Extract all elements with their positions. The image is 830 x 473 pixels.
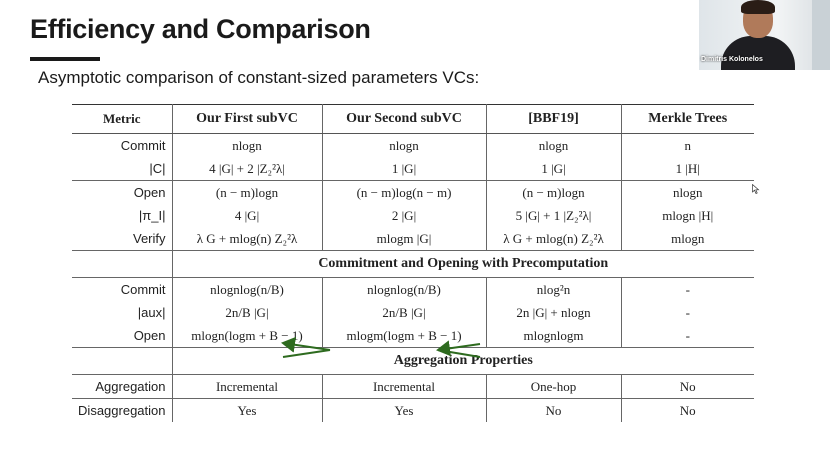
table-cell: Incremental xyxy=(172,375,322,399)
table-cell: nlogn xyxy=(322,134,486,158)
row-label: |C| xyxy=(72,157,172,181)
header-second-subvc: Our Second subVC xyxy=(322,105,486,134)
table-cell: nlogn xyxy=(621,181,754,205)
table-row xyxy=(72,181,754,205)
table-cell: 1 |G| xyxy=(486,157,621,181)
table-row xyxy=(72,204,754,227)
table-cell: mlogm |G| xyxy=(322,227,486,251)
participant-video-tile[interactable] xyxy=(699,0,830,70)
table-header-row xyxy=(72,105,754,134)
table-cell: 2 |G| xyxy=(322,204,486,227)
header-first-subvc: Our First subVC xyxy=(172,105,322,134)
table-cell: (n − m)log(n − m) xyxy=(322,181,486,205)
table-cell: Yes xyxy=(322,399,486,423)
section-blank-cell xyxy=(72,251,172,278)
row-label: Disaggregation xyxy=(72,399,172,423)
table-row xyxy=(72,399,754,423)
row-label: Open xyxy=(72,181,172,205)
table-row xyxy=(72,324,754,348)
table-cell: mlogn xyxy=(671,230,705,246)
table-cell: No xyxy=(621,399,754,423)
row-label: Open xyxy=(72,324,172,348)
table-row xyxy=(72,227,754,251)
table-cell: λ G + mlog(n) Z₂²λ xyxy=(172,227,322,251)
section-title-aggregation: Aggregation Properties xyxy=(172,348,754,375)
table-cell: 5 |G| + 1 |Z₂²λ| xyxy=(486,204,621,227)
section-header-row xyxy=(72,348,754,375)
title-underline xyxy=(30,57,100,61)
row-label: Aggregation xyxy=(72,375,172,399)
table-row xyxy=(72,278,754,302)
table-cell: nlogn xyxy=(486,134,621,158)
table-cell: No xyxy=(486,399,621,423)
row-label: Commit xyxy=(72,278,172,302)
table-row xyxy=(72,134,754,158)
header-bbf19: [BBF19] xyxy=(486,105,621,134)
row-label: |π_I| xyxy=(72,204,172,227)
table-cell: nlognlog(n/B) xyxy=(322,278,486,302)
table-row xyxy=(72,375,754,399)
comparison-table xyxy=(72,104,754,422)
table-cell: mlognlogm xyxy=(486,324,621,348)
header-merkle-trees: Merkle Trees xyxy=(621,105,754,134)
table-row xyxy=(72,157,754,181)
row-label: Commit xyxy=(72,134,172,158)
row-label: |aux| xyxy=(72,301,172,324)
table-cell: - xyxy=(685,281,690,297)
table-cell: Yes xyxy=(172,399,322,423)
header-metric: Metric xyxy=(72,105,172,134)
participant-name-label: Dimitris Kolonelos xyxy=(701,56,763,63)
table-cell: λ G + mlog(n) Z₂²λ xyxy=(486,227,621,251)
section-header-row xyxy=(72,251,754,278)
table-cell: mlogn |H| xyxy=(662,207,714,223)
table-cell: 2n |G| + nlogn xyxy=(486,301,621,324)
table-cell: (n − m)logn xyxy=(172,181,322,205)
table-cell: 4 |G| + 2 |Z₂²λ| xyxy=(172,157,322,181)
table-cell: mlogm(logm + B − 1) xyxy=(322,324,486,348)
video-background-panel xyxy=(812,0,830,70)
table-cell: 2n/B |G| xyxy=(322,301,486,324)
table-cell: Incremental xyxy=(322,375,486,399)
table-cell: nlog²n xyxy=(486,278,621,302)
table-cell: - xyxy=(685,327,690,343)
section-title-precomputation: Commitment and Opening with Precomputation xyxy=(172,251,754,278)
table-cell: nlognlog(n/B) xyxy=(172,278,322,302)
slide-title: Efficiency and Comparison xyxy=(30,14,371,44)
table-cell: One-hop xyxy=(486,375,621,399)
table-cell: No xyxy=(679,378,696,394)
participant-hair xyxy=(741,0,775,14)
section-blank-cell xyxy=(72,348,172,375)
table-cell: mlogn(logm + B − 1) xyxy=(172,324,322,348)
table-row xyxy=(72,301,754,324)
table-cell: 1 |G| xyxy=(322,157,486,181)
table-cell: (n − m)logn xyxy=(486,181,621,205)
table-cell: 4 |G| xyxy=(172,204,322,227)
row-label: Verify xyxy=(72,227,172,251)
table-cell: n xyxy=(684,137,691,153)
slide-subtitle: Asymptotic comparison of constant-sized parameters VCs: xyxy=(38,68,480,87)
table-cell: nlogn xyxy=(172,134,322,158)
table-cell: - xyxy=(685,304,690,320)
table-cell: 1 |H| xyxy=(675,160,700,176)
table-cell: 2n/B |G| xyxy=(172,301,322,324)
